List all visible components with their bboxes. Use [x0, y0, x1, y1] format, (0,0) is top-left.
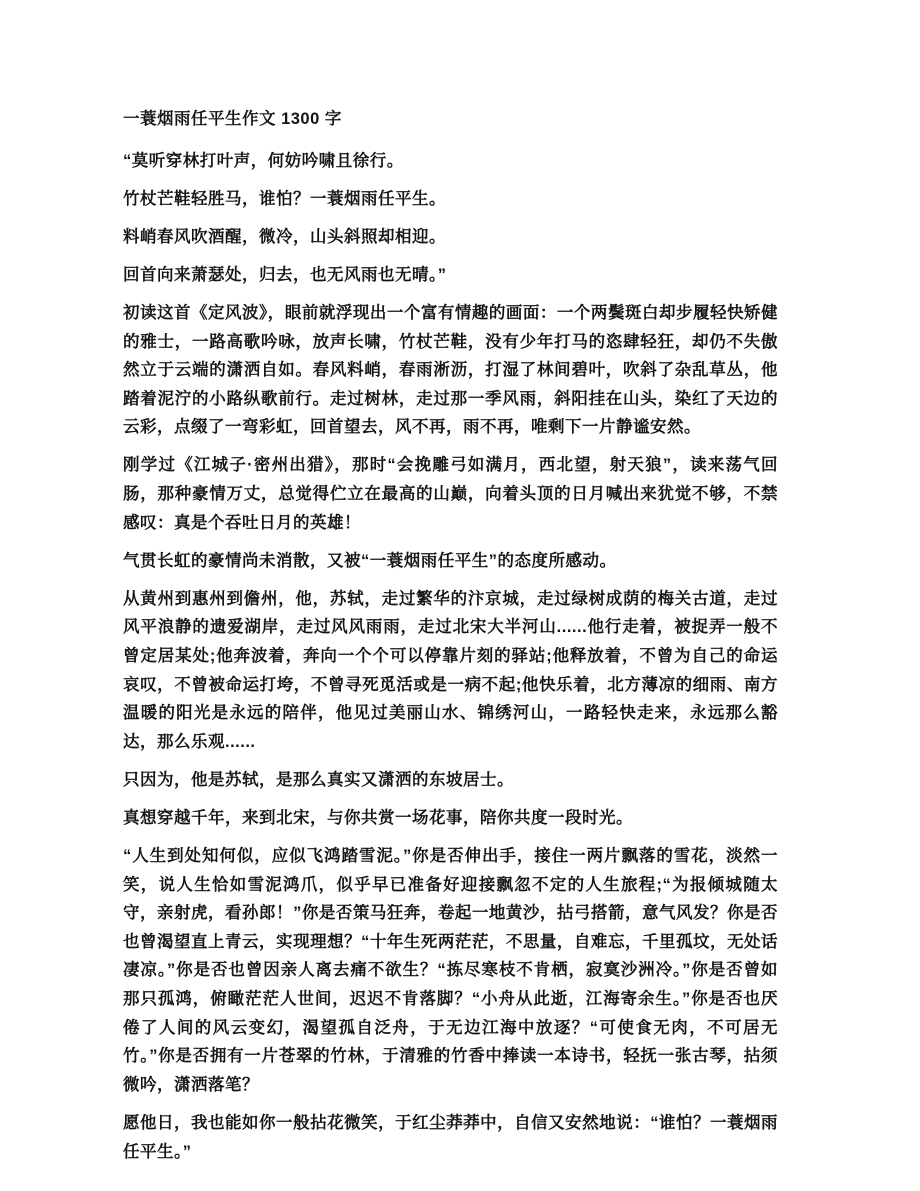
body-paragraph: 只因为，他是苏轼，是那么真实又潇洒的东坡居士。 [123, 770, 514, 789]
body-paragraph: 真想穿越千年，来到北宋，与你共赏一场花事，陪你共度一段时光。 [123, 808, 633, 827]
poem-line: 回首向来萧瑟处，归去，也无风雨也无晴。” [123, 265, 447, 284]
body-paragraph: 从黄州到惠州到儋州，他，苏轼，走过繁华的汴京城，走过绿树成荫的梅关古道，走过风平浪静的遗爱湖岸，走过风风雨雨，走过北宋大半河山......他行走着，被捉弄一般不曾定居某处;他奔波着，奔向一个个可以停靠片刻的驿站;他释放着，不曾为自己的命运哀叹，不曾被命运打垮，不曾寻死觅活或是一病不起;他快乐着，北方薄凉的细雨、南方温暖的阳光是永远的陪伴，他见过美丽山水、锦绣河山，一路轻快走来，永远那么豁达，那么乐观...... [123, 589, 778, 751]
body-paragraph: 愿他日，我也能如你一般拈花微笑，于红尘莽莽中，自信又安然地说：“谁怕？一蓑烟雨任平生。” [123, 1113, 778, 1161]
body-paragraph: 气贯长虹的豪情尚未消散，又被“一蓑烟雨任平生”的态度所感动。 [123, 551, 617, 570]
poem-line: 料峭春风吹酒醒，微冷，山头斜照却相迎。 [123, 227, 446, 246]
body-paragraph: “人生到处知何似，应似飞鸿踏雪泥。”你是否伸出手，接住一两片飘落的雪花，淡然一笑，说人生恰如雪泥鸿爪，似乎早已准备好迎接飘忽不定的人生旅程;“为报倾城随太守，亲射虎，看孙郎！”你是否策马狂奔，卷起一地黄沙，拈弓搭箭，意气风发？你是否也曾渴望直上青云，实现理想？“十年生死两茫茫，不思量，自难忘，千里孤坟，无处话凄凉。”你是否也曾因亲人离去痛不欲生？“拣尽寒枝不肯栖，寂寞沙洲冷。”你是否曾如那只孤鸿，俯瞰茫茫人世间，迟迟不肯落脚？“小舟从此逝，江海寄余生。”你是否也厌倦了人间的风云变幻，渴望孤自泛舟，于无边江海中放逐？“可使食无肉，不可居无竹。”你是否拥有一片苍翠的竹林，于清雅的竹香中捧读一本诗书，轻抚一张古琴，拈须微吟，潇洒落笔？ [123, 847, 778, 1094]
poem-line: 竹杖芒鞋轻胜马，谁怕？一蓑烟雨任平生。 [123, 189, 446, 208]
document-title: 一蓑烟雨任平生作文 1300 字 [123, 110, 342, 128]
body-paragraph: 初读这首《定风波》，眼前就浮现出一个富有情趣的画面：一个两鬓斑白却步履轻快矫健的雅士，一路高歌吟咏，放声长啸，竹杖芒鞋，没有少年打马的恣肆轻狂，却仍不失傲然立于云端的潇洒自如。春风料峭，春雨淅沥，打湿了林间碧叶，吹斜了杂乱草丛，他踏着泥泞的小路纵歌前行。走过树林，走过那一季风雨，斜阳挂在山头，染红了天边的云彩，点缀了一弯彩虹，回首望去，风不再，雨不再，唯剩下一片静谧安然。 [123, 303, 778, 437]
poem-line: “莫听穿林打叶声，何妨吟啸且徐行。 [123, 151, 404, 170]
body-paragraph: 刚学过《江城子·密州出猎》，那时“会挽雕弓如满月，西北望，射天狼”，读来荡气回肠，那种豪情万丈，总觉得伫立在最高的山巅，向着头顶的日月喊出来犹觉不够，不禁感叹：真是个吞吐日月的英雄！ [123, 456, 778, 532]
